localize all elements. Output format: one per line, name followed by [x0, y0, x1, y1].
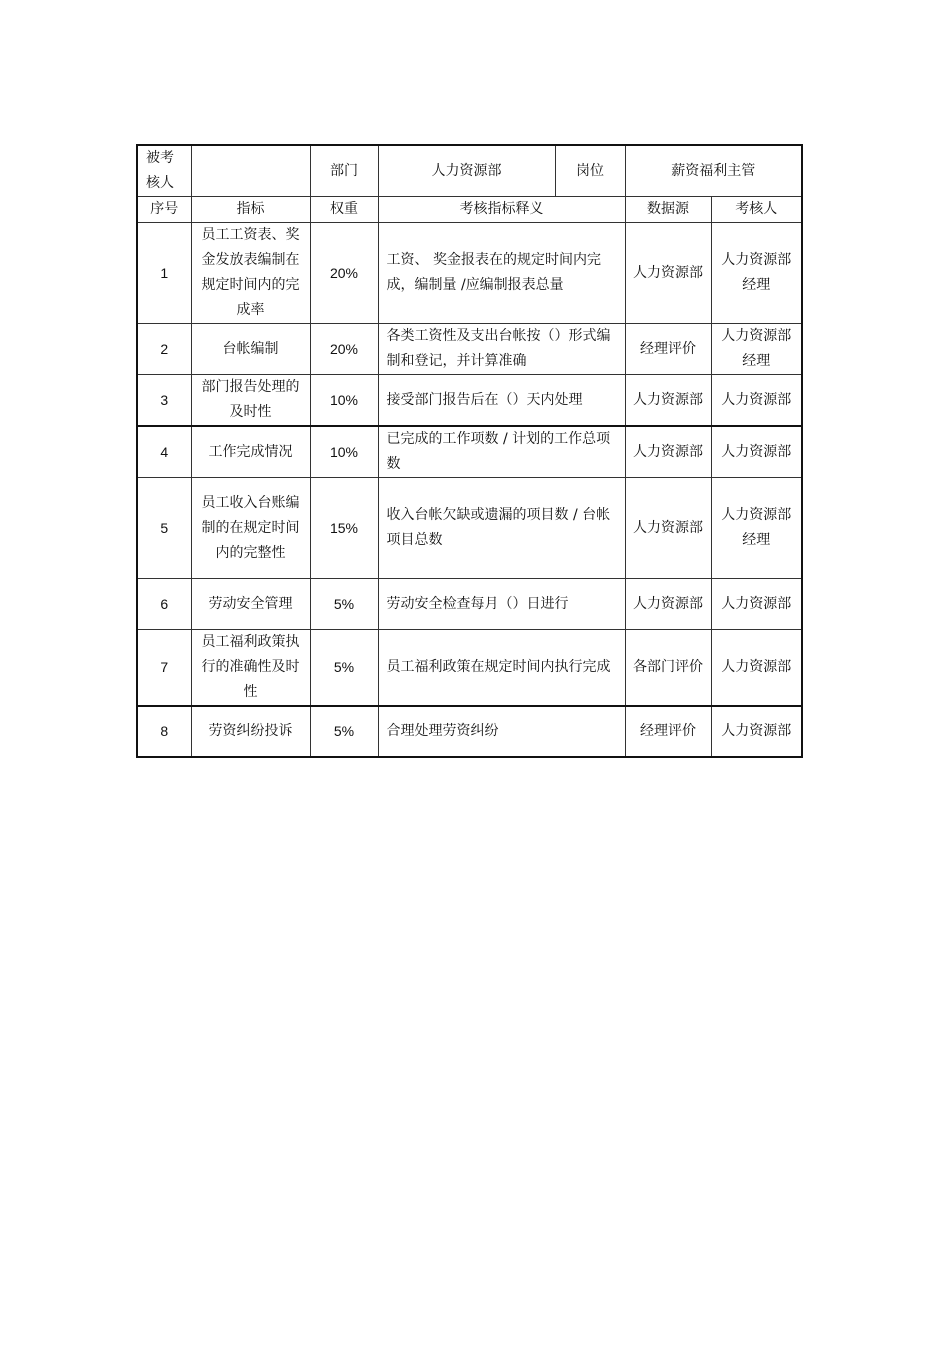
col-weight: 权重 [310, 197, 378, 223]
dept-value: 人力资源部 [378, 145, 555, 197]
row-source: 人力资源部 [625, 579, 711, 630]
row-no: 4 [137, 426, 191, 478]
col-no: 序号 [137, 197, 191, 223]
assessee-label: 被考核人 [137, 145, 191, 197]
row-no: 6 [137, 579, 191, 630]
post-value: 薪资福利主管 [625, 145, 802, 197]
row-weight: 20% [310, 223, 378, 324]
column-header-row [137, 197, 802, 223]
table-row [137, 706, 802, 757]
row-weight: 20% [310, 324, 378, 375]
row-indicator: 劳资纠纷投诉 [191, 706, 310, 757]
row-source: 人力资源部 [625, 375, 711, 427]
row-assessor: 人力资源部经理 [711, 223, 802, 324]
row-indicator: 员工收入台账编制的在规定时间内的完整性 [191, 478, 310, 579]
row-assessor: 人力资源部 [711, 579, 802, 630]
row-no: 1 [137, 223, 191, 324]
row-assessor: 人力资源部 [711, 375, 802, 427]
col-definition: 考核指标释义 [378, 197, 625, 223]
table-row [137, 630, 802, 707]
row-no: 7 [137, 630, 191, 707]
row-indicator: 劳动安全管理 [191, 579, 310, 630]
table-row [137, 375, 802, 427]
row-no: 3 [137, 375, 191, 427]
row-assessor: 人力资源部 [711, 426, 802, 478]
row-indicator: 工作完成情况 [191, 426, 310, 478]
table-row [137, 426, 802, 478]
table-row [137, 478, 802, 579]
col-indicator: 指标 [191, 197, 310, 223]
table-row [137, 324, 802, 375]
row-assessor: 人力资源部经理 [711, 478, 802, 579]
col-source: 数据源 [625, 197, 711, 223]
row-assessor: 人力资源部 [711, 630, 802, 707]
row-weight: 5% [310, 706, 378, 757]
row-definition: 收入台帐欠缺或遗漏的项目数 / 台帐项目总数 [378, 478, 625, 579]
row-definition: 工资、 奖金报表在的规定时间内完成，编制量 /应编制报表总量 [378, 223, 625, 324]
row-definition: 各类工资性及支出台帐按（）形式编制和登记，并计算准确 [378, 324, 625, 375]
row-definition: 员工福利政策在规定时间内执行完成 [378, 630, 625, 707]
row-weight: 5% [310, 630, 378, 707]
col-assessor: 考核人 [711, 197, 802, 223]
row-definition: 接受部门报告后在（）天内处理 [378, 375, 625, 427]
row-no: 8 [137, 706, 191, 757]
row-weight: 10% [310, 375, 378, 427]
row-assessor: 人力资源部经理 [711, 324, 802, 375]
row-indicator: 员工福利政策执行的准确性及时性 [191, 630, 310, 707]
row-source: 人力资源部 [625, 478, 711, 579]
row-assessor: 人力资源部 [711, 706, 802, 757]
row-indicator: 部门报告处理的及时性 [191, 375, 310, 427]
row-source: 经理评价 [625, 706, 711, 757]
table-row [137, 223, 802, 324]
row-indicator: 员工工资表、奖金发放表编制在规定时间内的完成率 [191, 223, 310, 324]
table-row [137, 579, 802, 630]
post-label: 岗位 [555, 145, 625, 197]
row-no: 2 [137, 324, 191, 375]
row-weight: 15% [310, 478, 378, 579]
row-indicator: 台帐编制 [191, 324, 310, 375]
dept-label: 部门 [310, 145, 378, 197]
row-definition: 合理处理劳资纠纷 [378, 706, 625, 757]
row-weight: 10% [310, 426, 378, 478]
row-source: 人力资源部 [625, 426, 711, 478]
assessee-value [191, 145, 310, 197]
row-definition: 已完成的工作项数 / 计划的工作总项数 [378, 426, 625, 478]
row-source: 人力资源部 [625, 223, 711, 324]
row-definition: 劳动安全检查每月（）日进行 [378, 579, 625, 630]
row-no: 5 [137, 478, 191, 579]
row-source: 各部门评价 [625, 630, 711, 707]
kpi-table [136, 144, 803, 758]
row-source: 经理评价 [625, 324, 711, 375]
header-row [137, 145, 802, 197]
row-weight: 5% [310, 579, 378, 630]
